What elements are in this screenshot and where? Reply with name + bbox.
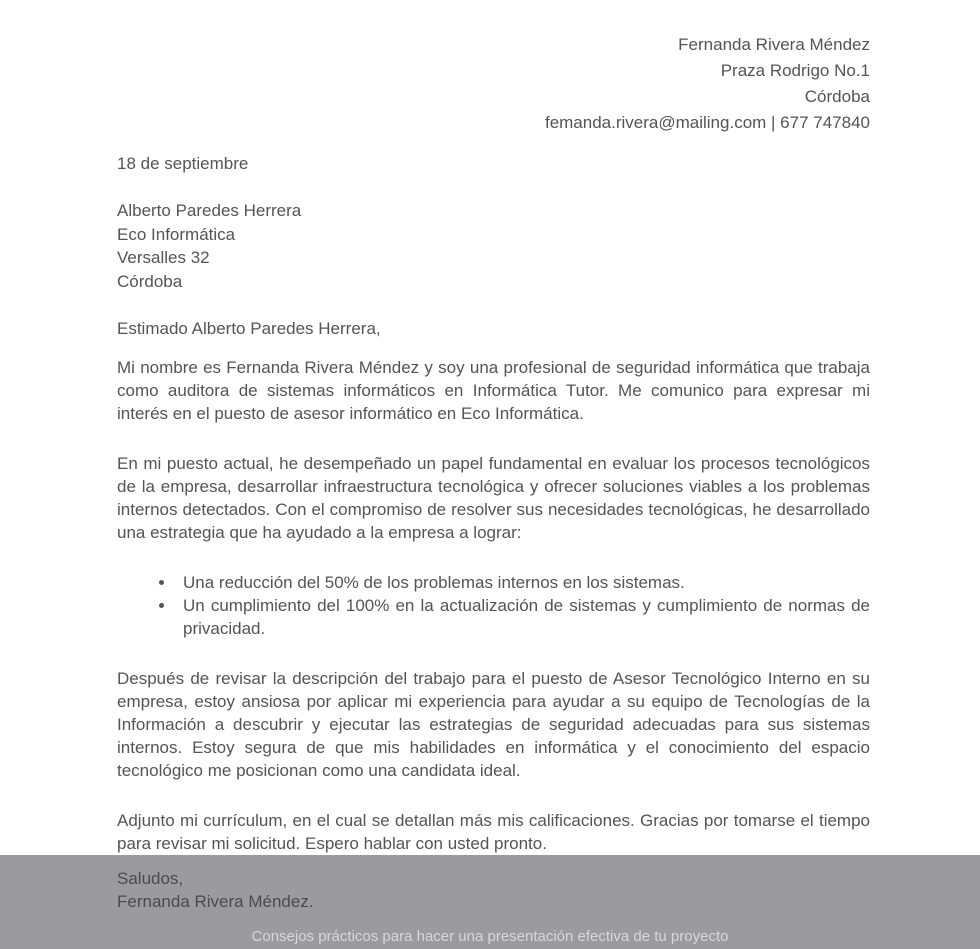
video-caption: Consejos prácticos para hacer una presentación efectiva de tu proyecto <box>251 928 729 945</box>
sender-contact: femanda.rivera@mailing.com | 677 747840 <box>544 113 870 132</box>
paragraph-motivation: Después de revisar la descripción del trabajo para el puesto de Asesor Tecnológico Interno en su empresa, estoy ansiosa por aplicar mi experiencia para ayudar a su equipo de Tecnologías de la Información a descubrir y ejecutar las estrategias de seguridad adecuadas para sus sistemas internos. Estoy segura de que mis habilidades en informática y el conocimiento del espacio tecnológico me posicionan como una candidata ideal. <box>117 669 870 780</box>
gray-overlay-band <box>0 855 980 949</box>
salutation: Estimado Alberto Paredes Herrera, <box>117 319 381 338</box>
sender-address: Praza Rodrigo No.1 <box>720 61 870 80</box>
letter-date: 18 de septiembre <box>117 154 249 173</box>
signature-name: Fernanda Rivera Méndez. <box>117 892 314 911</box>
achievements-list <box>158 571 870 640</box>
signature-block <box>0 855 980 913</box>
recipient-address: Versalles 32 <box>117 248 210 267</box>
paragraph-intro: Mi nombre es Fernanda Rivera Méndez y soy una profesional de seguridad informática que trabaja como auditora de sistemas informáticos en Informática Tutor. Me comunico para expresar mi interés en el puesto de asesor informático en Eco Informática. <box>117 358 870 423</box>
paragraph-current-role: En mi puesto actual, he desempeñado un papel fundamental en evaluar los procesos tecnológicos de la empresa, desarrollar infraestructura tecnológica y ofrecer soluciones viables a los problemas internos detectados. Con el compromiso de resolver sus necesidades tecnológicas, he desarrollado una estrategia que ha ayudado a la empresa a lograr: <box>117 454 870 542</box>
recipient-company: Eco Informática <box>117 224 236 244</box>
recipient-name: Alberto Paredes Herrera <box>117 201 302 220</box>
closing-salute: Saludos, <box>117 869 184 888</box>
sender-name: Fernanda Rivera Méndez <box>678 35 870 54</box>
list-item: • Un cumplimiento del 100% en la actualización de sistemas y cumplimiento de normas de privacidad. <box>176 594 870 640</box>
list-item: • Una reducción del 50% de los problemas internos en los sistemas. <box>176 571 870 594</box>
recipient-block <box>117 199 870 293</box>
sender-city: Córdoba <box>804 87 870 106</box>
sender-block <box>117 32 870 136</box>
paragraph-closing: Adjunto mi currículum, en el cual se detallan más mis calificaciones. Gracias por tomarse el tiempo para revisar mi solicitud. Espero hablar con usted pronto. <box>117 811 870 853</box>
recipient-city: Córdoba <box>117 271 183 291</box>
